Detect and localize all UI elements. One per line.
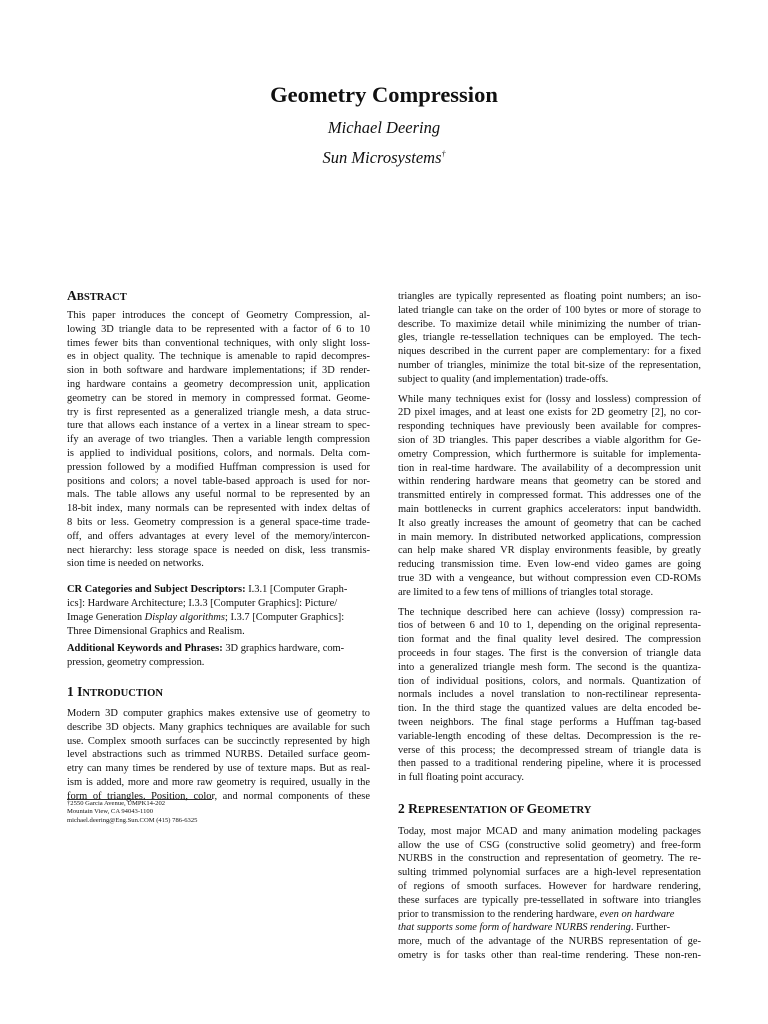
intro-line: ism is added, more and more raw geometry is required, usually in the [67, 776, 370, 788]
body-line: reducing transmission time. Even low-end video games are going [398, 559, 701, 571]
body-line: lated triangle can take on the order of 100 bytes or more of storage to [398, 304, 701, 316]
cr-categories-text: Three Dimensional Graphics and Realism. [67, 625, 245, 637]
affiliation-name: Sun Microsystems [322, 148, 442, 167]
section2-text: . Further- [630, 922, 671, 934]
section2-line: of regions of smooth surfaces. However for hardware rendering, [398, 881, 701, 893]
abstract-line: ify an average of two triangles. Then a variable length compression [67, 434, 370, 446]
cr-categories-text: Image Generation [67, 611, 145, 623]
body-line: triangles are typically represented as floating point numbers; an iso- [398, 291, 701, 302]
cr-categories-italic: Display algorithms [144, 611, 225, 623]
body-line: number of triangles, minimize the total bit-size of the representation, [398, 359, 701, 371]
keywords [67, 642, 370, 670]
section2-line: ometry is for tasks other than real-time rendering. These non-ren- [398, 950, 701, 962]
left-column [67, 288, 370, 804]
intro-line: form of triangles. Position, color, and normal components of these [67, 790, 370, 802]
body-line: tion format and the final quality level desired. The compression [398, 634, 701, 646]
section2-heading-rest: EPRESENTATION OF [417, 804, 527, 816]
section2-italic: even on hardware [599, 908, 675, 920]
abstract-line: positions and colors; a novel table-based approach is used for nor- [67, 475, 370, 487]
intro-line: describe 3D objects. Many graphics techniques are available for such [67, 721, 370, 733]
intro-continued-para-2 [398, 393, 701, 600]
abstract-line: off, and offers advantages at every level of the memory/intercon- [67, 530, 370, 542]
keywords-label: Additional Keywords and Phrases: [67, 643, 223, 655]
body-line: verse of this process; the decompressed stream of triangle data is [398, 744, 701, 756]
footnote-city: Mountain View, CA 94043-1100 [67, 808, 153, 816]
abstract-line: try is first represented as a generalized triangle mesh, a data struc- [67, 406, 370, 418]
abstract-heading-initial: A [67, 288, 77, 303]
body-line: describe. To maximize detail while minimizing the number of trian- [398, 318, 701, 330]
intro-heading-initial: I [77, 683, 83, 699]
intro-line: level abstractions such as trimmed NURBS. Detailed surface geom- [67, 749, 370, 761]
abstract-line: es in object quality. The technique is amenable to rapid decompres- [67, 351, 370, 363]
section2-line: more, much of the advantage of the NURBS representation of ge- [398, 936, 701, 948]
abstract-line: is applied to individual positions, colors, and normals. Delta com- [67, 447, 370, 459]
body-line: in main memory. In distributed networked applications, compression [398, 531, 701, 543]
footnote [67, 800, 367, 825]
abstract-line: times fewer bits than conventional techniques, with only slight loss- [67, 337, 370, 349]
section2-heading-initial: R [408, 800, 418, 816]
body-line: main bottlenecks in current graphics accelerators: input bandwidth. [398, 503, 701, 515]
body-line: into a generalized triangle mesh form. The second is the quantiza- [398, 661, 701, 673]
section2-line: these surfaces are typically pre-tessellated in software into triangles [398, 894, 701, 906]
body-line: It also greatly increases the amount of geometry that can be cached [398, 517, 701, 529]
abstract-line: ing hardware contains a geometry decompression unit, application [67, 378, 370, 390]
body-line: true 3D with a vengeance, but without compression even CD-ROMs [398, 572, 701, 584]
abstract-line: lowing 3D triangle data to be represented with a factor of 6 to 10 [67, 323, 370, 335]
intro-line: Modern 3D computer graphics makes extensive use of geometry to [67, 707, 370, 719]
intro-continued-para-3 [398, 606, 701, 785]
body-line: are limited to a few tens of millions of triangles total storage. [398, 586, 654, 598]
section2-text: prior to transmission to the rendering hardware, [398, 908, 600, 920]
section2-line: sulting trimmed polynomial surfaces are a high-level representation [398, 867, 701, 879]
cr-categories-text: ; I.3.7 [Computer Graphics]: [225, 611, 345, 623]
body-line: sion of 3D triangles. This paper describes a viable algorithm for Ge- [398, 434, 701, 446]
body-line: proceeds in four stages. The first is the conversion of triangle data [398, 647, 701, 659]
body-line: can help make shared VR display environments feasible, by greatly [398, 545, 701, 557]
body-line: ometry Compression, which furthermore is suitable for implementa- [398, 448, 701, 460]
section2-body [398, 825, 701, 963]
body-line: in full floating point accuracy. [398, 772, 524, 784]
intro-heading-rest: NTRODUCTION [82, 687, 164, 699]
intro-body [67, 707, 370, 804]
body-line: within rendering hardware means that geometry can be stored and [398, 476, 701, 488]
cr-categories [67, 583, 370, 638]
abstract-line: 8 bits or less. Geometry compression is a general space-time trade- [67, 516, 370, 528]
body-line: tion of individual positions, colors, and normals. Quantization of [398, 675, 701, 687]
section2-number: 2 [398, 800, 409, 816]
paper-title: Geometry Compression [270, 82, 498, 107]
abstract-line: sion time is needed on networks. [67, 558, 204, 570]
abstract-line: This paper introduces the concept of Geometry Compression, al- [67, 310, 370, 321]
intro-number: 1 [67, 683, 78, 699]
section2-line: Today, most major MCAD and many animation modeling packages [398, 825, 701, 837]
body-line: tios of between 6 and 10 to 1, depending on the original representa- [398, 620, 701, 632]
affiliation [0, 148, 768, 168]
abstract-heading [67, 288, 370, 306]
body-line: While many techniques exist for (lossy and lossless) compression of [398, 393, 701, 405]
footnote-address: †2550 Garcia Avenue, UMPK14-202 [67, 800, 166, 807]
body-line: gles, triangle re-tessellation techniques can be employed. The tech- [398, 332, 701, 344]
abstract-line: geometry can be stored in memory in compressed format. Geome- [67, 392, 370, 404]
cr-categories-text: I.3.1 [Computer Graph- [245, 584, 348, 596]
body-line: tion. In the third stage the quantized values are delta encoded be- [398, 703, 701, 715]
section2-line: allow the use of CSG (constructive solid geometry) and free-form [398, 839, 701, 851]
abstract-line: nect hierarchy: less storage space is needed on disk, less transmis- [67, 544, 370, 556]
abstract-line: mals. The table allows any useful normal to be represented by an [67, 489, 370, 501]
section2-heading-rest: EOMETRY [537, 804, 592, 816]
author-name: Michael Deering [327, 118, 441, 137]
section2-italic: that supports some form of hardware NURBS rendering [398, 922, 631, 934]
body-line: niques described in the current paper are complementary: for a fixed [398, 346, 701, 358]
intro-line: use. Complex smooth surfaces can be succinctly represented by high [67, 735, 370, 747]
cr-categories-label: CR Categories and Subject Descriptors: [67, 584, 246, 596]
body-line: The technique described here can achieve (lossy) compression ra- [398, 606, 701, 618]
keywords-text: pression, geometry compression. [67, 657, 205, 669]
section2-heading [398, 801, 701, 819]
body-line: normals includes a novel translation to non-rectilinear representa- [398, 689, 701, 701]
right-column [398, 290, 701, 963]
cr-categories-text: ics]: Hardware Architecture; I.3.3 [Computer Graphics]: Picture/ [67, 597, 338, 609]
body-line: 2D pixel images, and at least one exists for 2D geometry [2], no cor- [398, 407, 701, 419]
footnote-contact: michael.deering@Eng.Sun.COM (415) 786-6325 [67, 816, 198, 824]
abstract-body [67, 309, 370, 571]
body-line: tion in real-time hardware. The availability of a decompression unit [398, 462, 701, 474]
body-line: transmitted entirely in compressed format. This addresses one of the [398, 490, 701, 502]
affiliation-footnote-mark: † [441, 149, 446, 159]
abstract-heading-rest: BSTRACT [76, 292, 127, 303]
section2-line: NURBS in the construction and representation of geometry. The re- [398, 853, 701, 865]
intro-heading [67, 684, 370, 702]
intro-line: etry can many times be rendered by use of texture maps. But as real- [67, 763, 370, 775]
body-line: variable-length encoding of these deltas. Decompression is the re- [398, 730, 701, 742]
body-line: tween neighbors. The final stage performs a Huffman tag-based [398, 716, 701, 728]
abstract-line: 18-bit index, many normals can be represented with index deltas of [67, 503, 370, 515]
abstract-line: pression followed by a modified Huffman compression is used for [67, 461, 370, 473]
keywords-text: 3D graphics hardware, com- [222, 643, 345, 655]
body-line: responding techniques have previously been available for compres- [398, 421, 701, 433]
section2-heading-initial: G [526, 800, 538, 816]
body-line: then passed to a traditional rendering pipeline, where it is processed [398, 758, 701, 770]
intro-continued-para-1 [398, 290, 701, 387]
abstract-line: sion in both software and hardware implementations; if 3D render- [67, 365, 370, 377]
abstract-line: ture that allows each instance of a vertex in a linear stream to spec- [67, 420, 370, 432]
body-line: subject to quality (and implementation) trade-offs. [398, 373, 609, 385]
